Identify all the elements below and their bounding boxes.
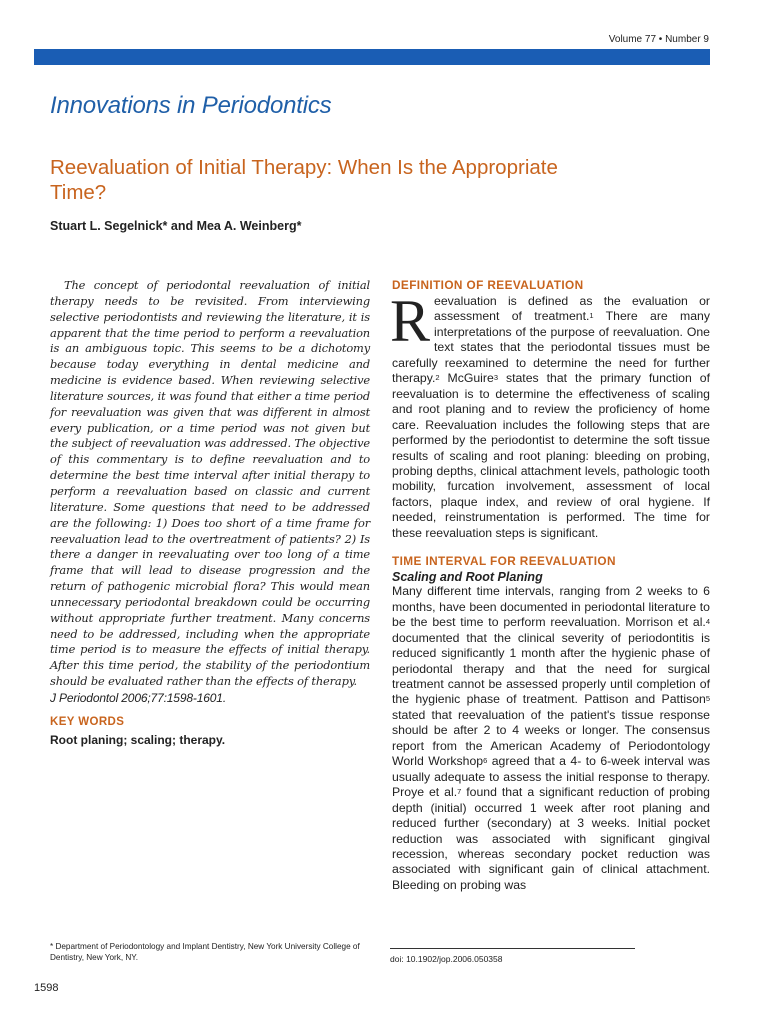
volume-number: Volume 77 • Number 9 — [608, 34, 709, 45]
abstract-citation: J Periodontol 2006;77:1598-1601. — [50, 690, 227, 705]
abstract-text — [50, 278, 370, 707]
keywords-text: Root planing; scaling; therapy. — [50, 732, 226, 747]
doi: doi: 10.1902/jop.2006.050358 — [390, 954, 503, 964]
header-bar — [34, 49, 710, 65]
definition-paragraph: Reevaluation is defined as the evaluation or assessment of treatment.$^1$ There are many interpretations of the purpose of reevaluation. One text states that the periodontal tissues must be carefully reexamined to determine the need for further therapy.$^2$ McGuire$^3$ states that the primary function of reevaluation is to determine the effectiveness of scaling and root planing and to review the proficiency of home care. Reevaluation includes the following steps that are performed by the periodontist to determine the soft tissue results of scaling and root planing: bleeding on probing, probing depths, clinical attachment levels, pathologic tooth mobility, furcation involvement, assessment of local factors, plaque index, and review of oral hygiene. If needed, reinstrumentation is performed. The time for these reevaluation steps is significant. — [390, 288, 710, 540]
interval-heading: TIME INTERVAL FOR REEVALUATION — [392, 554, 616, 569]
article-authors: Stuart L. Segelnick* and Mea A. Weinberg* — [50, 219, 302, 233]
drop-cap: R — [390, 288, 431, 354]
keywords-heading: KEY WORDS — [50, 715, 125, 728]
page-number: 1598 — [34, 982, 59, 994]
article-title: Reevaluation of Initial Therapy: When Is the Appropriate Time? — [50, 156, 558, 204]
right-column — [392, 278, 710, 893]
left-column — [50, 278, 370, 747]
definition-heading: DEFINITION OF REEVALUATION — [392, 278, 584, 292]
interval-subheading: Scaling and Root Planing — [392, 570, 543, 585]
footnote-divider — [390, 948, 635, 949]
abstract-body: The concept of periodontal reevaluation of initial therapy needs to be revisited. From interviewing selective periodontists and reviewing the literature, it is apparent that the time period to perform a reevaluation is an ambiguous topic. This seems to be a dichotomy because today everything in dental medicine and medicine is evidence based. When reviewing selective literature sources, it was found that either a time period for reevaluation was given that was different in almost every publication, or a time period was not given but the subject of reevaluation was addressed. The objective of this commentary is to define reevaluation and to determine the best time interval after initial therapy to perform a reevaluation based on classic and current literature. Some questions that need to be addressed are the following: 1) Does too short of a time frame for reevaluation lead to the overtreatment of patients? 2) Is there a danger in reevaluating over too long of a time frame that will lead to disease progression and the return of pathogenic microbial flora? This would mean unnecessary periodontal breakdown could be occurring without appropriate further treatment. Many concerns need to be addressed, including when the appropriate time period is to measure the effects of initial therapy. After this time period, the stability of the periodontium should be evaluated rather than the effects of therapy. — [50, 278, 370, 689]
interval-paragraph: Many different time intervals, ranging from 2 weeks to 6 months, have been documented in periodontal literature to be the best time to perform reevaluation. Morrison et al.$^4$ documented that the clinical severity of periodontitis is reduced significantly 1 month after the hygienic phase of periodontal therapy and that the need for surgical treatment cannot be assessed properly until completion of the hygienic phase of treatment. Pattison and Pattison$^5$ stated that reevaluation of the patient's tissue response should be after 2 to 4 weeks or longer. The consensus report from the American Academy of Periodontology World Workshop$^6$ agreed that a 4- to 6-week interval was usually adequate to assess the initial response to therapy. Proye et al.$^7$ found that a significant reduction of probing depth (initial) occurred 1 week after root planing and reduced further (secondary) at 3 weeks. Initial pocket reduction was associated with significant gingival recession, whereas secondary pocket reduction was associated with significant gain of clinical attachment. Bleeding on probing was — [392, 584, 710, 892]
affiliation-footnote: * Department of Periodontology and Implant Dentistry, New York University College of Dentistry, New York, NY. — [50, 942, 360, 962]
section-name: Innovations in Periodontics — [50, 92, 332, 119]
